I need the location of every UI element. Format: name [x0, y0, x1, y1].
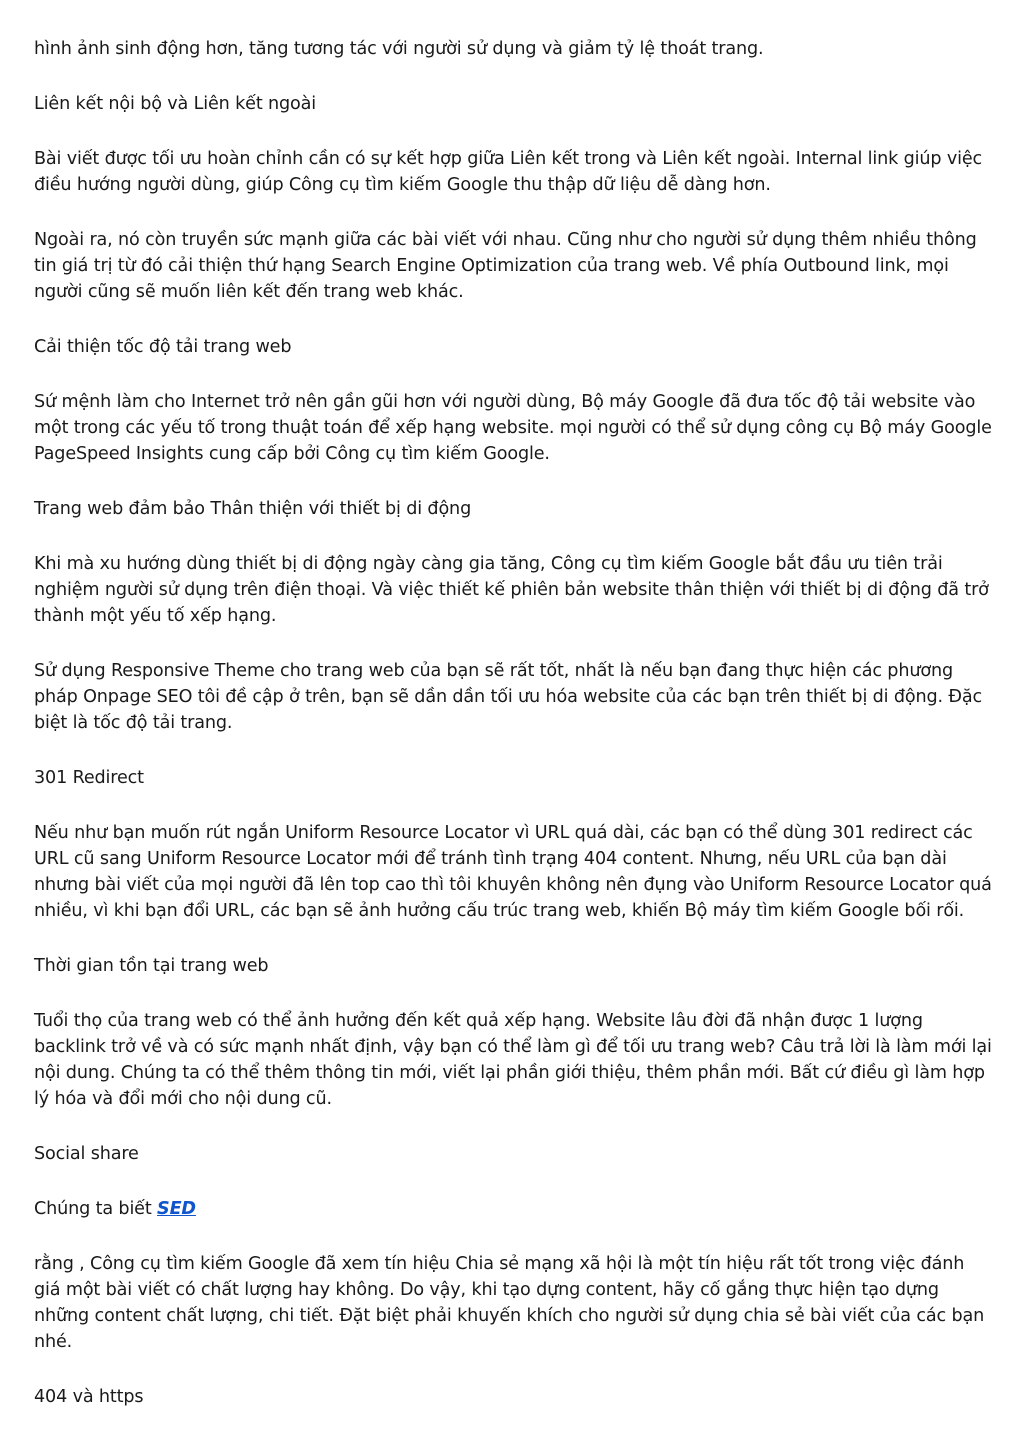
paragraph-responsive-theme: Sử dụng Responsive Theme cho trang web của bạn sẽ rất tốt, nhất là nếu bạn đang thực hiện các phương pháp Onpage SEO tôi đề cập ở trên, bạn sẽ dần dần tối ưu hóa website của các bạn trên thiết bị di động. Đặc biệt là tốc độ tải trang. [34, 661, 983, 733]
document-body [34, 36, 994, 1439]
heading-internal-external-links: Liên kết nội bộ và Liên kết ngoài [34, 94, 317, 114]
paragraph-site-age: Tuổi thọ của trang web có thể ảnh hưởng đến kết quả xếp hạng. Website lâu đời đã nhận được 1 lượng backlink trở về và có sức mạnh nhất định, vậy bạn có thể làm gì để tối ưu trang web? Câu trả lời là làm mới lại nội dung. Chúng ta có thể thêm thông tin mới, viết lại phần giới thiệu, thêm phần mới. Bất cứ điều gì làm hợp lý hóa và đổi mới cho nội dung cũ. [34, 1011, 992, 1109]
paragraph-internal-links: Bài viết được tối ưu hoàn chỉnh cần có sự kết hợp giữa Liên kết trong và Liên kết ngoài. Internal link giúp việc điều hướng người dùng, giúp Công cụ tìm kiếm Google thu thập dữ liệu dễ dàng hơn. [34, 149, 983, 195]
paragraph-social-share: rằng , Công cụ tìm kiếm Google đã xem tín hiệu Chia sẻ mạng xã hội là một tín hiệu rất tốt trong việc đánh giá một bài viết có chất lượng hay không. Do vậy, khi tạo dựng content, hãy cố gắng thực hiện tạo dựng những content chất lượng, chi tiết. Đặt biệt phải khuyến khích cho người sử dụng chia sẻ bài viết của các bạn nhé. [34, 1254, 985, 1352]
paragraph-intro-continuation: hình ảnh sinh động hơn, tăng tương tác với người sử dụng và giảm tỷ lệ thoát trang. [34, 39, 764, 59]
social-share-prefix: Chúng ta biết [34, 1199, 158, 1219]
paragraph-301-redirect: Nếu như bạn muốn rút ngắn Uniform Resource Locator vì URL quá dài, các bạn có thể dùng 301 redirect các URL cũ sang Uniform Resource Locator mới để tránh tình trạng 404 content. Nhưng, nếu URL của bạn dài nhưng bài viết của mọi người đã lên top cao thì tôi khuyên không nên đụng vào Uniform Resource Locator quá nhiều, vì khi bạn đổi URL, các bạn sẽ ảnh hưởng cấu trúc trang web, khiến Bộ máy tìm kiếm Google bối rối. [34, 823, 992, 921]
heading-page-speed: Cải thiện tốc độ tải trang web [34, 337, 292, 357]
heading-site-age: Thời gian tồn tại trang web [34, 956, 269, 976]
heading-mobile-friendly: Trang web đảm bảo Thân thiện với thiết bị di động [34, 499, 472, 519]
heading-social-share: Social share [34, 1144, 139, 1164]
heading-404-https: 404 và https [34, 1387, 144, 1407]
heading-301-redirect: 301 Redirect [34, 768, 144, 788]
sed-link[interactable]: SED [157, 1199, 196, 1219]
paragraph-social-share-intro [34, 1196, 994, 1222]
paragraph-page-speed: Sứ mệnh làm cho Internet trở nên gần gũi hơn với người dùng, Bộ máy Google đã đưa tốc độ tải website vào một trong các yếu tố trong thuật toán để xếp hạng website. mọi người có thể sử dụng công cụ Bộ máy Google PageSpeed Insights cung cấp bởi Công cụ tìm kiếm Google. [34, 392, 992, 464]
paragraph-mobile-trend: Khi mà xu hướng dùng thiết bị di động ngày càng gia tăng, Công cụ tìm kiếm Google bắt đầu ưu tiên trải nghiệm người sử dụng trên điện thoại. Và việc thiết kế phiên bản website thân thiện với thiết bị di động đã trở thành một yếu tố xếp hạng. [34, 554, 989, 626]
paragraph-outbound-links: Ngoài ra, nó còn truyền sức mạnh giữa các bài viết với nhau. Cũng như cho người sử dụng thêm nhiều thông tin giá trị từ đó cải thiện thứ hạng Search Engine Optimization của trang web. Về phía Outbound link, mọi người cũng sẽ muốn liên kết đến trang web khác. [34, 230, 977, 302]
